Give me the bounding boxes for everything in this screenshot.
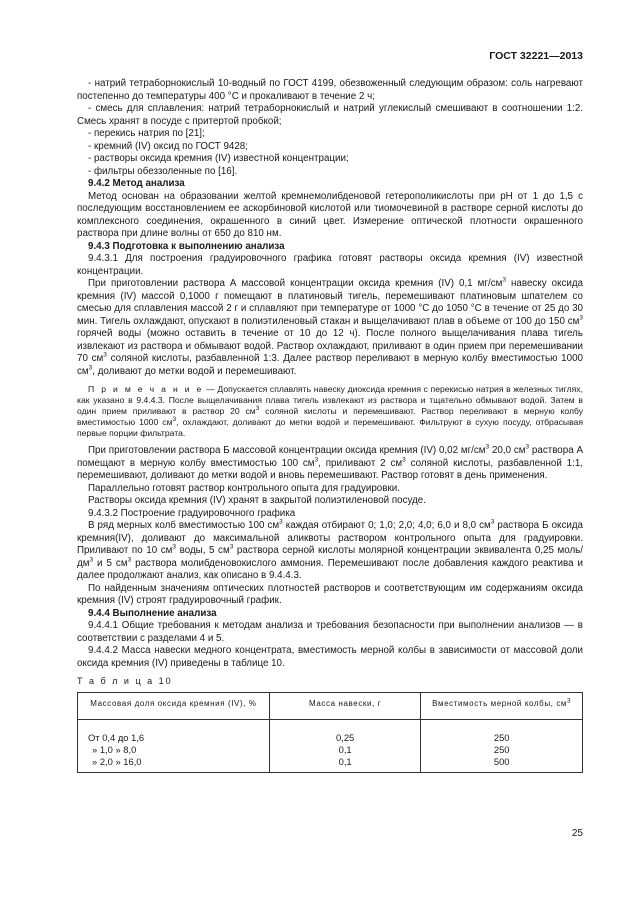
paragraph: - кремний (IV) оксид по ГОСТ 9428; bbox=[88, 140, 248, 152]
text-run: раствора серной кислоты молярной концентрации эквивалента 0,25 моль/дм bbox=[77, 545, 583, 569]
text-run: горячей воды (можно оставить в течение от 10 до 12 ч). После полного выщелачивания плава тигель извлекают из раствора и обмывают водой. Раствор охлаждают, приливают в один прием при перемешивании 70 см bbox=[77, 328, 583, 364]
text-run: соляной кислоты и перемешивают. Раствор переливают в мерную колбу вместимостью 1000 см bbox=[77, 406, 583, 427]
note-label: П р и м е ч а н и е bbox=[88, 384, 204, 394]
paragraph bbox=[77, 520, 583, 583]
column-header: Массовая доля оксида кремния (IV), % bbox=[78, 692, 270, 720]
text-run: раствора молибденовокислого аммония. Перемешивают после добавления каждого реактива и далее продолжают анализ, как описано в 9.4.4.3. bbox=[77, 557, 583, 581]
section-heading-9-4-4: 9.4.4 Выполнение анализа bbox=[88, 607, 217, 619]
superscript: 3 bbox=[172, 543, 177, 551]
text-run: , охлаждают, доливают до метки водой и перемешивают. Фильтруют в сухую посуду, отбрасывая первые порции фильтрата. bbox=[77, 417, 583, 438]
table-row bbox=[78, 720, 583, 773]
superscript: 3 bbox=[103, 351, 107, 359]
superscript: 3 bbox=[525, 443, 530, 451]
superscript: 3 bbox=[127, 556, 132, 564]
cell-line: 0,1 bbox=[338, 756, 352, 767]
paragraph: Параллельно готовят раствор контрольного опыта для градуировки. bbox=[88, 482, 400, 494]
paragraph: 9.4.3.2 Построение градуировочного графика bbox=[88, 507, 296, 519]
text-run: 20,0 см bbox=[489, 445, 526, 456]
section-heading-9-4-3: 9.4.3 Подготовка к выполнению анализа bbox=[88, 240, 285, 252]
superscript: 3 bbox=[567, 696, 572, 704]
table-caption: Т а б л и ц а 10 bbox=[77, 676, 173, 686]
page-body bbox=[77, 78, 583, 773]
text-run: соляной кислоты, разбавленной 1:1, перемешивают, доливают до метки водой и вновь перемешивают. Раствор готовят в день применения. bbox=[77, 457, 583, 481]
table-cell bbox=[269, 720, 421, 773]
cell-line: 0,1 bbox=[338, 744, 352, 755]
cell-line: 250 bbox=[493, 732, 510, 743]
table-cell bbox=[421, 720, 583, 773]
text-run: В ряд мерных колб вместимостью 100 см bbox=[88, 520, 280, 531]
superscript: 3 bbox=[255, 405, 260, 413]
document-code-header: ГОСТ 32221—2013 bbox=[489, 50, 583, 62]
column-header-text: Вместимость мерной колбы, см bbox=[432, 698, 568, 708]
cell-line: 250 bbox=[493, 744, 510, 755]
superscript: 3 bbox=[579, 314, 583, 322]
data-table bbox=[77, 692, 583, 774]
cell-line: 500 bbox=[493, 756, 510, 767]
table-header-row bbox=[78, 692, 583, 720]
superscript: 3 bbox=[172, 416, 177, 424]
paragraph: 9.4.4.2 Масса навески медного концентрата, вместимость мерной колбы в зависимости от массовой доли оксида кремния (IV) приведены в таблице 10. bbox=[77, 645, 583, 669]
cell-line: От 0,4 до 1,6 bbox=[88, 732, 145, 743]
paragraph bbox=[77, 278, 583, 378]
cell-line: 0,25 bbox=[336, 732, 355, 743]
superscript: 3 bbox=[402, 456, 406, 464]
paragraph: - фильтры обеззоленные по [16]. bbox=[88, 165, 238, 177]
text-run: воды, 5 см bbox=[176, 545, 230, 556]
text-run: раствора А помещают в мерную колбу вместимостью 100 см bbox=[77, 445, 583, 469]
paragraph: - натрий тетраборнокислый 10-водный по ГОСТ 4199, обезвоженный следующим образом: соль нагревают постепенно до температуры 400 °С и прокаливают в течение 2 ч; bbox=[77, 78, 583, 102]
text-run: соляной кислоты, разбавленной 1:3. Далее раствор переливают в мерную колбу вместимостью 1000 см bbox=[77, 353, 583, 377]
paragraph: Метод основан на образовании желтой кремнемолибденовой гетерополикислоты при рН от 1 до 1,5 с последующим восстановлением ее аскорбиновой кислотой или тиомочевиной в растворе серной кислоты до комплексного соединения, окрашенного в синий цвет. Измерение оптической плотности окрашенного раствора при длине волны от 650 до 810 нм. bbox=[77, 190, 583, 239]
paragraph: - растворы оксида кремния (IV) известной концентрации; bbox=[88, 153, 349, 164]
column-header bbox=[421, 692, 583, 720]
text-run: , приливают 2 см bbox=[318, 457, 403, 469]
superscript: 3 bbox=[229, 543, 234, 551]
text-run: навеску оксида кремния (IV) массой 0,1000 г помещают в платиновый тигель, перемешивают платиновым шпателем со смесью для сплавления массой 2 г и сплавляют при температуре от 1000 °С до 1050 °С в течение от 25 до 30 мин. Тигель охлаждают, опускают в полиэтиленовый стакан и выщелачивают плав в объеме от 100 до 150 см bbox=[77, 278, 584, 327]
section-heading-9-4-2: 9.4.2 Метод анализа bbox=[88, 178, 185, 189]
paragraph: - перекись натрия по [21]; bbox=[88, 128, 205, 139]
note bbox=[77, 384, 583, 439]
page-number: 25 bbox=[571, 828, 583, 839]
paragraph: Растворы оксида кремния (IV) хранят в закрытой полиэтиленовой посуде. bbox=[88, 495, 426, 506]
paragraph bbox=[77, 445, 583, 483]
text-run: , доливают до метки водой и перемешивают. bbox=[92, 365, 297, 377]
table-cell bbox=[78, 720, 270, 773]
paragraph: - смесь для сплавления: натрий тетраборнокислый и натрий углекислый смешивают в соотношении 1:2. Смесь хранят в посуде с притертой пробкой; bbox=[77, 103, 583, 127]
text-run: При приготовлении раствора А массовой концентрации оксида кремния (IV) 0,1 мг/см bbox=[88, 278, 503, 289]
cell-line: » 2,0 » 16,0 bbox=[92, 756, 142, 767]
paragraph: По найденным значениям оптических плотностей растворов и соответствующим им содержаниям оксида кремния (IV) строят градуировочный график. bbox=[77, 582, 583, 606]
superscript: 3 bbox=[490, 518, 495, 526]
text-run: и 5 см bbox=[93, 557, 128, 569]
column-header: Масса навески, г bbox=[269, 692, 421, 720]
superscript: 3 bbox=[502, 276, 506, 284]
text-run: — Допускается сплавлять навеску диоксида кремния с перекисью натрия в железных тиглях, как указано в 9.4.4.3. После выщелачивания плава тигель извлекают из раствора и тщательно обмывают водой. Затем в один прием приливают в раствор 20 см bbox=[77, 384, 583, 416]
superscript: 3 bbox=[88, 364, 93, 372]
paragraph: 9.4.4.1 Общие требования к методам анализа и требования безопасности при выполнении анализов — в соответствии с разделами 4 и 5. bbox=[77, 620, 583, 644]
paragraph: 9.4.3.1 Для построения градуировочного графика готовят растворы оксида кремния (IV) известной концентрации. bbox=[77, 253, 583, 277]
superscript: 3 bbox=[279, 518, 283, 526]
superscript: 3 bbox=[314, 456, 319, 464]
cell-line: » 1,0 » 8,0 bbox=[92, 744, 137, 755]
text-run: раствора Б оксида кремния(IV), доливают до максимальной аликвоты раствором контрольного опыта для градуировки. Приливают по 10 см bbox=[77, 520, 583, 556]
superscript: 3 bbox=[89, 556, 94, 564]
superscript: 3 bbox=[485, 443, 490, 451]
text-run: каждая отбирают 0; 1,0; 2,0; 4,0; 6,0 и 8,0 см bbox=[282, 520, 491, 531]
text-run: При приготовлении раствора Б массовой концентрации оксида кремния (IV) 0,02 мг/см bbox=[88, 445, 486, 456]
